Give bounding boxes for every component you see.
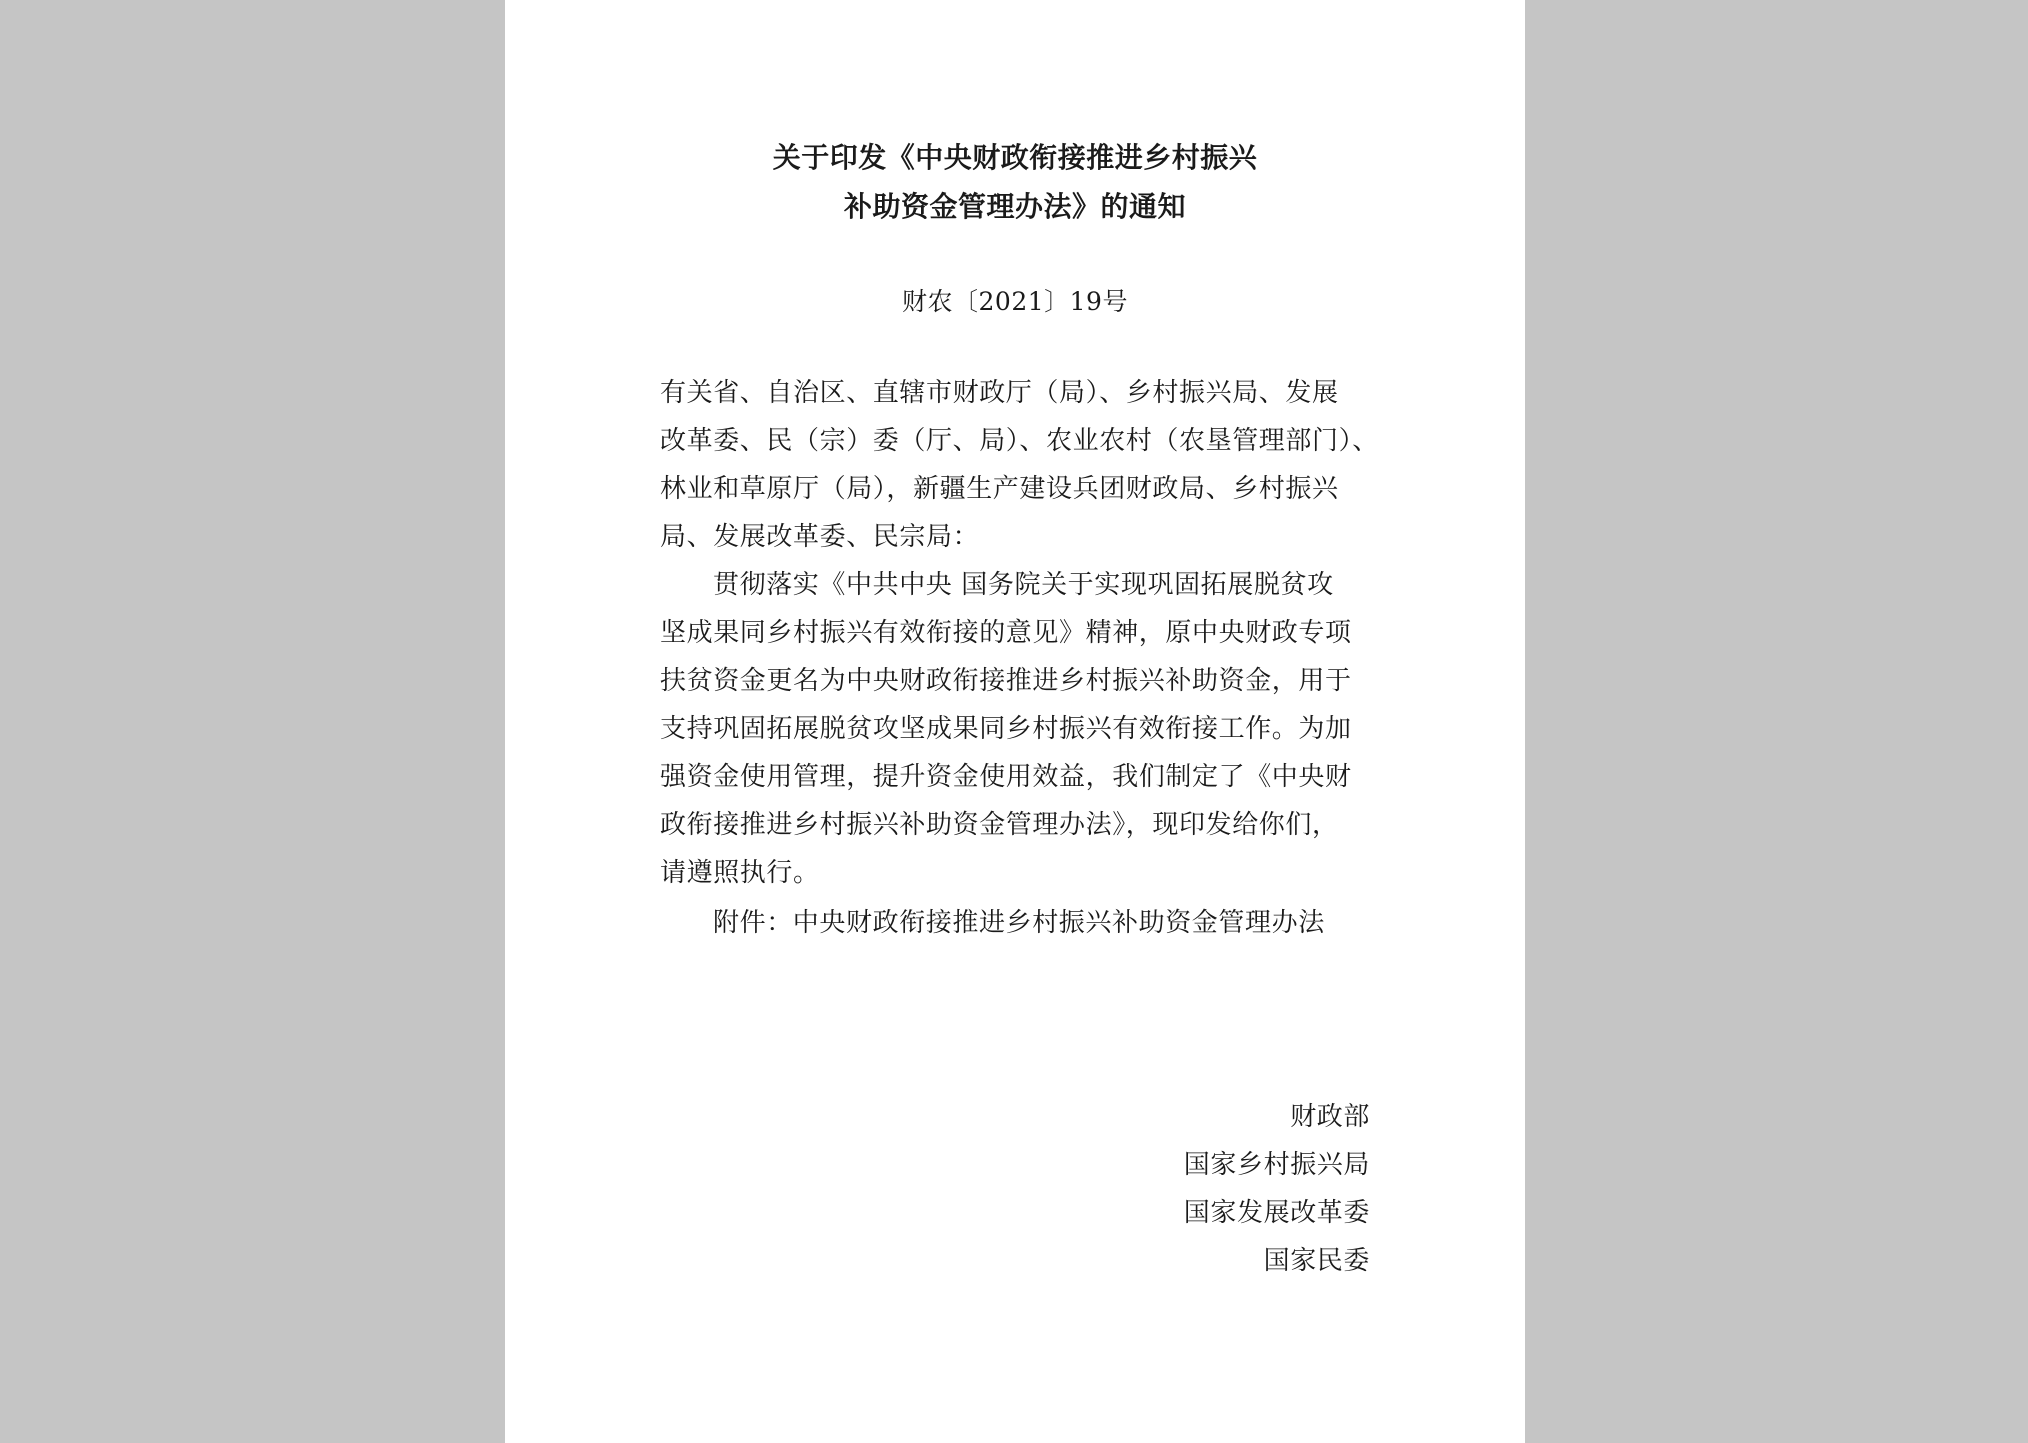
attachment-line: 附件：中央财政衔接推进乡村振兴补助资金管理办法 [713,908,1325,938]
paragraph-line: 政衔接推进乡村振兴补助资金管理办法》，现印发给你们， [660,810,1339,840]
document-page [505,0,1525,1443]
paragraph-line: 请遵照执行。 [660,858,820,888]
addressee-line: 有关省、自治区、直辖市财政厅（局）、乡村振兴局、发展 [660,378,1339,408]
addressee-line: 林业和草原厅（局），新疆生产建设兵团财政局、乡村振兴 [660,474,1339,504]
paragraph-line: 支持巩固拓展脱贫攻坚成果同乡村振兴有效衔接工作。为加 [660,714,1352,744]
addressee-line: 改革委、民（宗）委（厅、局）、农业农村（农垦管理部门）、 [660,426,1379,456]
signature-rural-revitalization: 国家乡村振兴局 [1183,1150,1370,1180]
document-title-line-1: 关于印发《中央财政衔接推进乡村振兴 [772,141,1258,174]
signature-ministry-of-finance: 财政部 [1290,1102,1370,1132]
paragraph-line: 坚成果同乡村振兴有效衔接的意见》精神，原中央财政专项 [660,618,1352,648]
addressee-line: 局、发展改革委、民宗局： [660,522,980,552]
paragraph-line: 扶贫资金更名为中央财政衔接推进乡村振兴补助资金，用于 [660,666,1352,696]
paragraph-line: 贯彻落实《中共中央 国务院关于实现巩固拓展脱贫攻 [713,570,1334,600]
document-title-line-2: 补助资金管理办法》的通知 [843,190,1186,223]
paragraph-line: 强资金使用管理，提升资金使用效益，我们制定了《中央财 [660,762,1352,792]
signature-ethnic-affairs: 国家民委 [1263,1246,1370,1276]
document-number: 财农〔2021〕19号 [902,287,1128,316]
signature-ndrc: 国家发展改革委 [1183,1198,1370,1228]
